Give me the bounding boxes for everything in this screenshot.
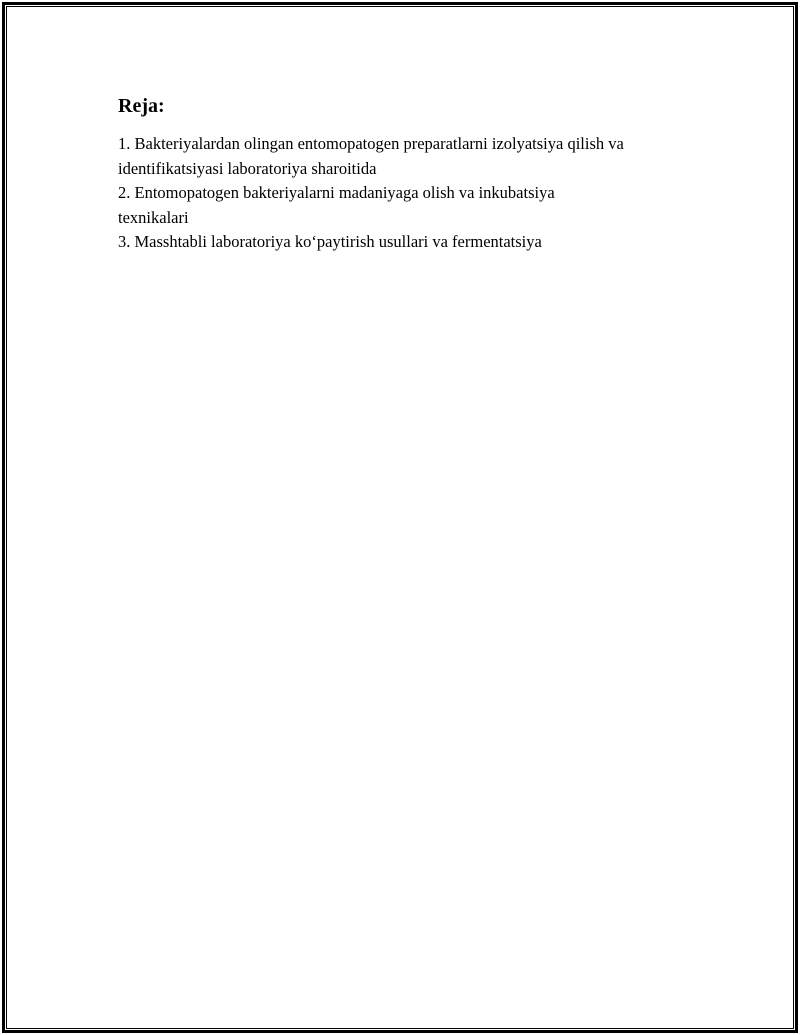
plan-item-number: 2.	[118, 183, 131, 202]
plan-item-text: Entomopatogen bakteriyalarni madaniyaga olish va inkubatsiya texnikalari	[118, 183, 555, 227]
plan-item-number: 3.	[118, 232, 131, 251]
plan-item-2	[118, 181, 618, 230]
page-title: Reja:	[118, 95, 165, 117]
plan-list	[118, 132, 698, 255]
plan-item-1	[118, 132, 688, 181]
plan-item-text: Bakteriyalardan olingan entomopatogen preparatlarni izolyatsiya qilish va identifikatsiyasi laboratoriya sharoitida	[118, 134, 624, 178]
plan-item-number: 1.	[118, 134, 131, 153]
plan-item-text: Masshtabli laboratoriya ko‘paytirish usullari va fermentatsiya	[134, 232, 542, 251]
document-content	[118, 94, 698, 255]
plan-item-3	[118, 230, 698, 255]
